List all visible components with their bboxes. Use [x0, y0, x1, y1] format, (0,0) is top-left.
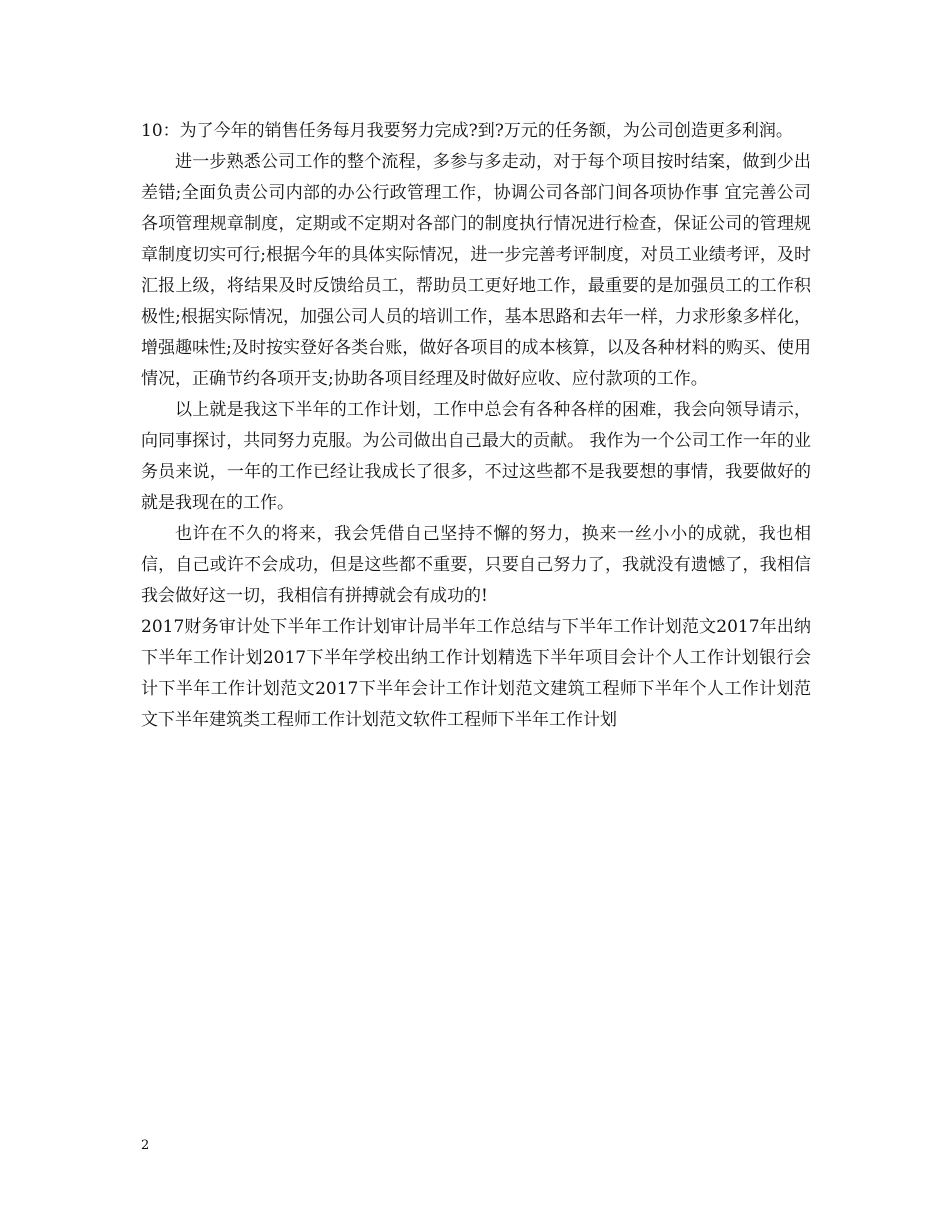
paragraph-sales-target: 10：为了今年的销售任务每月我要努力完成?到?万元的任务额，为公司创造更多利润。	[141, 121, 793, 141]
paragraph-company-workflow: 进一步熟悉公司工作的整个流程，多参与多走动，对于每个项目按时结案，做到少出差错;全面负责公司内部的办公行政管理工作，协调公司各部门间各项协作事 宜完善公司各项管理规章制度，定期或不定期对各部门的制度执行情况进行检查，保证公司的管理规章制度切实可行;根据今年的具体实际情况，进一步完善考评制度，对员工业绩考评，及时汇报上级，将结果及时反馈给员工，帮助员工更好地工作，最重要的是加强员工的工作积极性;根据实际情况，加强公司人员的培训工作，基本思路和去年一样，力求形象多样化，增强趣味性;及时按实登好各类台账，做好各项目的成本核算，以及各种材料的购买、使用情况，正确节约各项开支;协助各项目经理及时做好应收、应付款项的工作。	[141, 152, 811, 389]
paragraph-work-plan-summary: 以上就是我这下半年的工作计划，工作中总会有各种各样的困难，我会向领导请示，向同事探讨，共同努力克服。为公司做出自己最大的贡献。 我作为一个公司工作一年的业务员来说，一年的工作已经让我成长了很多，不过这些都不是我要想的事情，我要做好的就是我现在的工作。	[141, 400, 811, 513]
paragraph-future-outlook: 也许在不久的将来，我会凭借自己坚持不懈的努力，换来一丝小小的成就，我也相信，自己或许不会成功，但是这些都不重要，只要自己努力了，我就没有遗憾了，我相信我会做好这一切，我相信有拼搏就会有成功的!	[141, 524, 811, 606]
paragraph-related-titles: 2017财务审计处下半年工作计划审计局半年工作总结与下半年工作计划范文2017年出纳下半年工作计划2017下半年学校出纳工作计划精选下半年项目会计个人工作计划银行会计下半年工作计划范文2017下半年会计工作计划范文建筑工程师下半年个人工作计划范文下半年建筑类工程师工作计划范文软件工程师下半年工作计划	[141, 617, 811, 730]
page-number: 2	[141, 1138, 150, 1153]
document-body	[141, 116, 811, 736]
